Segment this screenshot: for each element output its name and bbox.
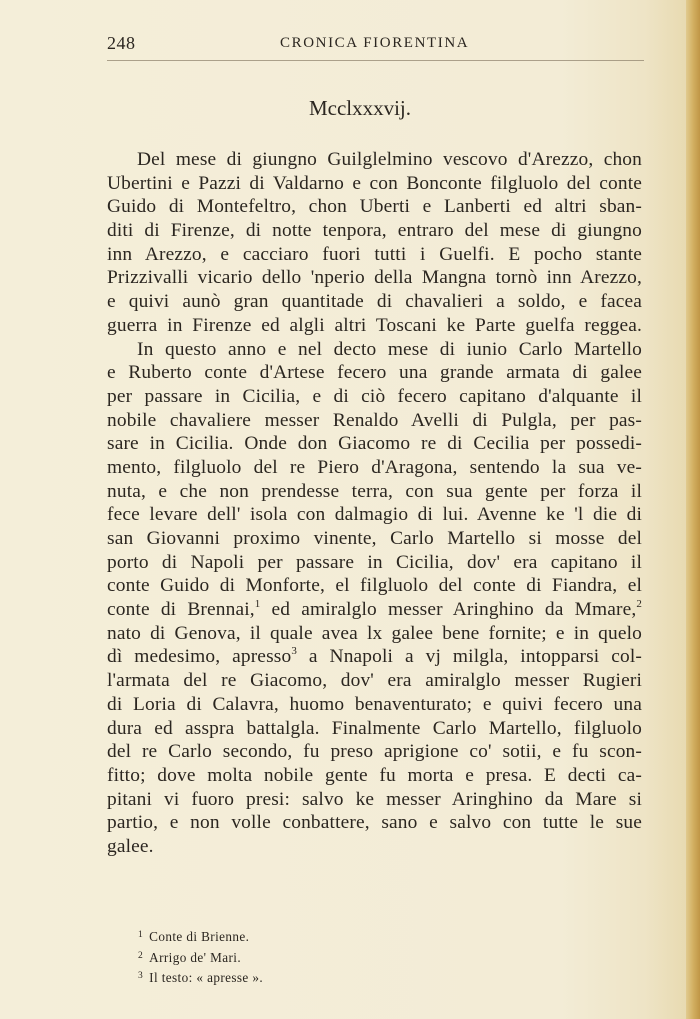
text-line: nato di Genova, il quale avea lx galee bene fornite; e in quelo	[107, 622, 642, 644]
text-line: galee.	[107, 835, 154, 857]
header-rule	[107, 60, 644, 61]
text-line: fece levare dell' isola con dalmagio di lui. Avenne ke 'l die di	[107, 504, 642, 526]
text-line: sare in Cicilia. Onde don Giacomo re di Cecilia per possedi-	[107, 433, 642, 455]
text-line: guerra in Firenze ed algli altri Toscani ke Parte guelfa reggea.	[107, 314, 642, 336]
text-line	[107, 645, 642, 669]
text-line: di Loria di Calavra, huomo benaventurato; e quivi fecero una	[107, 693, 642, 715]
text-line: Prizzivalli vicario dello 'nperio della Mangna tornò inn Arezzo,	[107, 267, 642, 289]
running-title: CRONICA FIORENTINA	[280, 35, 470, 51]
text-line: porto di Napoli per passare in Cicilia, dov' era capitano il	[107, 551, 642, 573]
text-line: san Giovanni proximo vinente, Carlo Martello si mosse del	[107, 528, 642, 549]
text-line: del re Carlo secondo, fu preso aprigione co' sotii, e fu scon-	[107, 741, 642, 763]
footnote-ref: 3	[291, 645, 297, 658]
footnote	[138, 967, 588, 988]
text-line: Guido di Montefeltro, chon Uberti e Lanberti ed altri sban-	[107, 196, 642, 218]
footnote-text: Conte di Brienne.	[149, 929, 250, 944]
text-line: diti di Firenze, di notte tenpora, entraro del mese di giungno	[107, 220, 642, 242]
footnote-number: 1	[138, 930, 144, 940]
text-line: l'armata del re Giacomo, dov' era amiralglo messer Rugieri	[107, 670, 642, 692]
footnote	[138, 947, 588, 968]
text-line: fitto; dove molta nobile gente fu morta e presa. E decti ca-	[107, 764, 642, 786]
text-line: nobile chavaliere messer Renaldo Avelli di Pulgla, per pas-	[107, 409, 642, 431]
text-segment: dì medesimo, apresso	[107, 646, 292, 668]
text-line: dura ed asspra battalgla. Finalmente Carlo Martello, filgluolo	[107, 717, 642, 739]
text-line: Del mese di giungno Guilglelmino vescovo d'Arezzo, chon	[137, 149, 642, 170]
text-line: mento, filgluolo del re Piero d'Aragona, sentendo la sua ve-	[107, 456, 642, 478]
text-line	[107, 598, 642, 622]
text-line: per passare in Cicilia, e di ciò fecero capitano d'alquante il	[107, 385, 642, 407]
text-line: partio, e non volle conbattere, sano e salvo con tutte le sue	[107, 812, 642, 834]
text-segment: conte di Brennai,	[107, 599, 255, 621]
footnote	[138, 926, 588, 947]
year-heading: Mcclxxxvij.	[308, 96, 412, 120]
footnote-number: 2	[138, 950, 144, 961]
text-line: In questo anno e nel decto mese di iunio Carlo Martello	[137, 338, 642, 360]
footnote-ref: 1	[254, 598, 261, 611]
text-line: pitani vi fuoro presi: salvo ke messer Aringhino da Mare si	[107, 788, 642, 810]
body-text	[107, 148, 642, 859]
text-line: e quivi aunò gran quantitade di chavalieri a soldo, e facea	[107, 291, 642, 313]
footnote-ref: 2	[636, 598, 642, 611]
text-line: nuta, e che non prendesse terra, con sua gente per forza il	[107, 480, 642, 502]
text-line: inn Arezzo, e cacciaro fuori tutti i Guelfi. E pocho stante	[107, 243, 642, 265]
footnote-text: Arrigo de' Mari.	[149, 949, 242, 965]
text-line: e Ruberto conte d'Artese fecero una grande armata di galee	[107, 362, 642, 384]
text-line: conte Guido di Monforte, el filgluolo del conte di Fiandra, el	[107, 575, 642, 597]
page-edge	[686, 0, 700, 1019]
footnote-number: 3	[138, 971, 144, 981]
page-number: 248	[107, 33, 136, 53]
footnote-text: Il testo: « apresse ».	[149, 970, 264, 985]
text-line: Ubertini e Pazzi di Valdarno e con Bonconte filgluolo del conte	[107, 172, 642, 194]
text-segment: ed amiralglo messer Aringhino da Mmare,	[260, 599, 637, 621]
text-segment: a Nnapoli a vj milgla, intopparsi col-	[296, 646, 642, 668]
footnotes	[138, 926, 588, 988]
page-header	[107, 33, 644, 57]
